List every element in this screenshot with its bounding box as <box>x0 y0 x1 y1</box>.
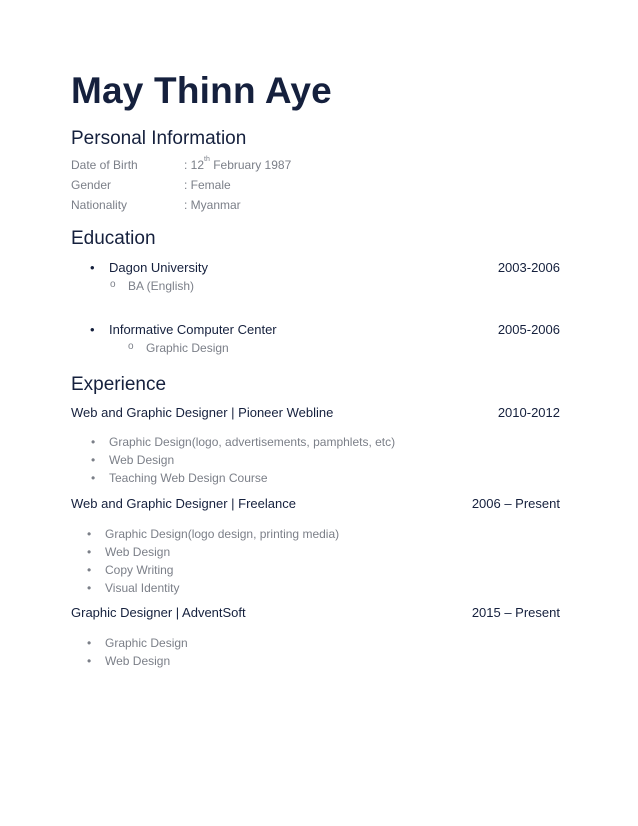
job-title: Graphic Designer | AdventSoft <box>71 605 246 620</box>
bullet-icon: • <box>91 435 96 449</box>
education-school: Dagon University <box>109 260 208 275</box>
job-header <box>71 405 560 423</box>
dob-value: : 12th February 1987 <box>184 156 292 172</box>
bullet-icon: • <box>87 654 92 668</box>
education-years: 2005-2006 <box>497 322 560 337</box>
gender-value: : Female <box>184 178 231 192</box>
job-duty: • Graphic Design <box>87 636 188 650</box>
education-years: 2003-2006 <box>497 260 560 275</box>
bullet-icon: • <box>91 453 96 467</box>
dob-label: Date of Birth <box>71 158 138 172</box>
bullet-icon: • <box>87 527 92 541</box>
experience-heading: Experience <box>71 374 167 395</box>
gender-label: Gender <box>71 178 112 192</box>
nationality-row <box>71 198 471 214</box>
job-duty: • Copy Writing <box>87 563 174 577</box>
education-heading: Education <box>71 228 156 249</box>
job-duty: • Web Design <box>87 545 171 559</box>
person-name: May Thinn Aye <box>71 70 332 111</box>
circle-bullet-icon: o <box>110 279 116 290</box>
job-title: Web and Graphic Designer | Pioneer Webline <box>71 405 334 420</box>
job-header <box>71 605 560 623</box>
gender-row <box>71 178 471 194</box>
bullet-icon: • <box>90 322 95 337</box>
bullet-icon: • <box>87 545 92 559</box>
job-duty: • Visual Identity <box>87 581 180 595</box>
nationality-label: Nationality <box>71 198 128 212</box>
bullet-icon: • <box>90 260 95 275</box>
education-degree: o Graphic Design <box>128 341 229 355</box>
job-duty: • Web Design <box>91 453 175 467</box>
nationality-value: : Myanmar <box>184 198 241 212</box>
job-duty: • Graphic Design(logo, advertisements, pamphlets, etc) <box>91 435 396 449</box>
job-title: Web and Graphic Designer | Freelance <box>71 496 296 511</box>
job-period: 2015 – Present <box>471 605 560 620</box>
bullet-icon: • <box>87 563 92 577</box>
job-duty: • Web Design <box>87 654 171 668</box>
job-period: 2006 – Present <box>471 496 560 511</box>
job-header <box>71 496 560 514</box>
circle-bullet-icon: o <box>128 341 134 352</box>
bullet-icon: • <box>91 471 96 485</box>
dob-row <box>71 158 471 174</box>
bullet-icon: • <box>87 636 92 650</box>
education-degree: o BA (English) <box>110 279 195 293</box>
bullet-icon: • <box>87 581 92 595</box>
education-school: Informative Computer Center <box>109 322 277 337</box>
personal-info-heading: Personal Information <box>71 128 247 149</box>
job-period: 2010-2012 <box>497 405 560 420</box>
job-duty: • Graphic Design(logo design, printing media) <box>87 527 340 541</box>
job-duty: • Teaching Web Design Course <box>91 471 268 485</box>
